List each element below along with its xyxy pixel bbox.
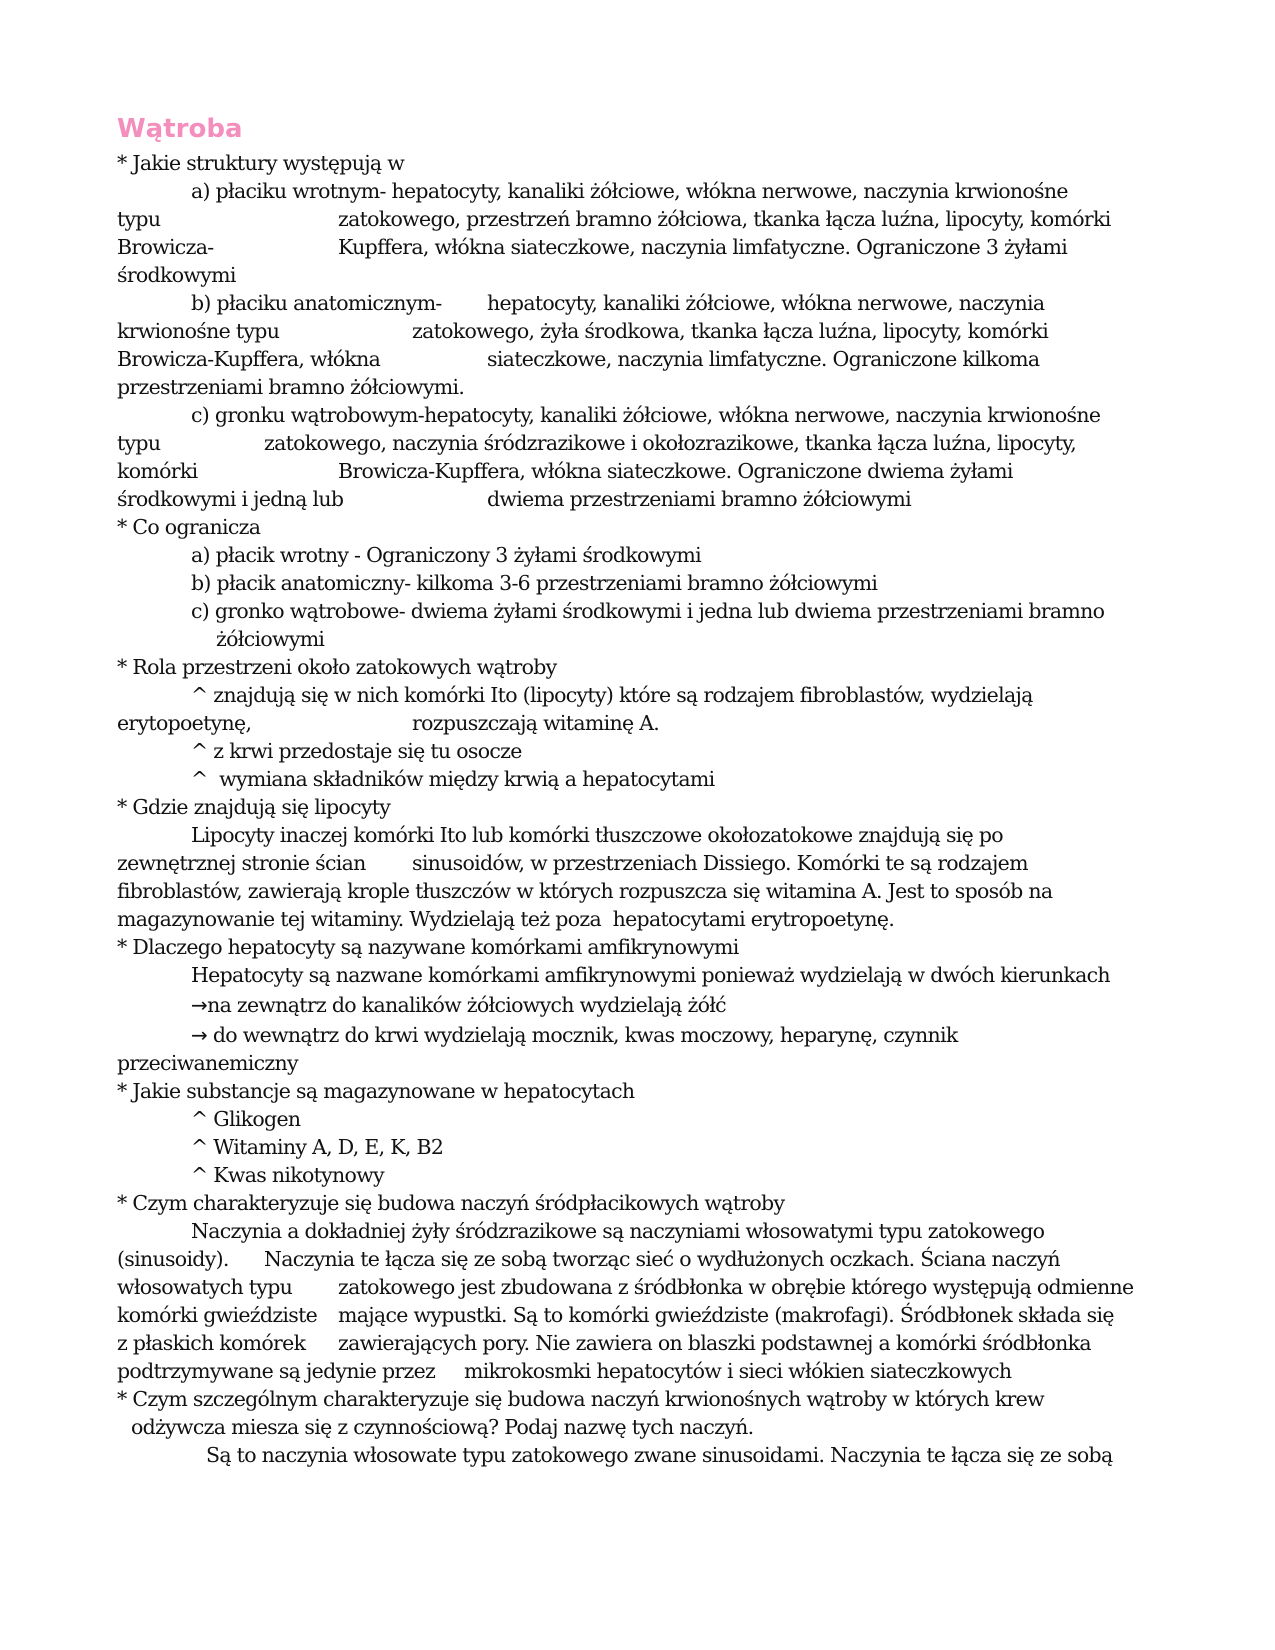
text-line <box>191 1105 300 1133</box>
text-line-content: siateczkowe, naczynia limfatyczne. Ograniczone kilkoma <box>487 347 1040 371</box>
text-line <box>206 1441 1112 1469</box>
text-line-content: b) płacik anatomiczny- kilkoma 3-6 przestrzeniami bramno żółciowymi <box>191 571 878 595</box>
text-line-content: Browicza-Kupffera, włókna <box>117 347 381 371</box>
text-line-content: * Rola przestrzeni około zatokowych wątroby <box>117 655 557 679</box>
text-line-content: ^ z krwi przedostaje się tu osocze <box>191 739 522 763</box>
text-line-content: Kupffera, włókna siateczkowe, naczynia limfatyczne. Ograniczone 3 żyłami <box>338 235 1068 259</box>
text-line <box>191 821 1003 849</box>
text-line-content: b) płaciku anatomicznym- <box>191 291 442 315</box>
text-line <box>117 1245 229 1273</box>
text-line-content: podtrzymywane są jedynie przez <box>117 1359 436 1383</box>
text-line <box>117 317 279 345</box>
text-line-content: Browicza- <box>117 235 214 259</box>
text-line <box>216 625 324 653</box>
text-line-content: dwiema przestrzeniami bramno żółciowymi <box>487 487 912 511</box>
text-line <box>117 513 260 541</box>
text-line-content: * Jakie substancje są magazynowane w hepatocytach <box>117 1079 635 1103</box>
text-line <box>117 1385 1044 1413</box>
text-line <box>191 765 714 793</box>
text-line-content: Naczynia a dokładniej żyły śródzrazikowe są naczyniami włosowatymi typu zatokowego <box>191 1219 1045 1243</box>
text-line-content: ^ Glikogen <box>191 1107 301 1131</box>
text-line <box>117 849 366 877</box>
text-line-content: przestrzeniami bramno żółciowymi. <box>117 375 465 399</box>
text-line-content: c) gronko wątrobowe- dwiema żyłami środkowymi i jedna lub dwiema przestrzeniami bramno <box>191 599 1105 623</box>
text-line-content: środkowymi <box>117 263 236 287</box>
text-line <box>191 597 1104 625</box>
text-line <box>191 569 877 597</box>
text-line <box>338 1273 1133 1301</box>
text-line-content: * Jakie struktury występują w <box>117 151 405 175</box>
text-line-content: zawierających pory. Nie zawiera on blaszki podstawnej a komórki śródbłonka <box>338 1331 1091 1355</box>
text-line-content: zewnętrznej stronie ścian <box>117 851 366 875</box>
text-line <box>264 429 1076 457</box>
text-line-content: przeciwanemiczny <box>117 1051 298 1075</box>
text-line <box>191 681 1033 709</box>
text-line <box>191 1021 958 1049</box>
text-line-content: ^ znajdują się w nich komórki Ito (lipocyty) które są rodzajem fibroblastów, wydzielają <box>191 683 1033 707</box>
text-line <box>191 401 1100 429</box>
text-line <box>191 541 701 569</box>
text-line <box>117 933 739 961</box>
text-line <box>191 1161 384 1189</box>
text-line-content: włosowatych typu <box>117 1275 293 1299</box>
text-line-content: * Dlaczego hepatocyty są nazywane komórkami amfikrynowymi <box>117 935 739 959</box>
page-title: Wątroba <box>117 114 243 144</box>
text-line-content: komórki gwieździste <box>117 1303 318 1327</box>
text-line-content: ^ wymiana składników między krwią a hepatocytami <box>191 767 715 791</box>
text-line <box>191 1217 1044 1245</box>
text-line-content: zatokowego, przestrzeń bramno żółciowa, tkanka łącza luźna, lipocyty, komórki <box>338 207 1111 231</box>
text-line-content: typu <box>117 207 161 231</box>
text-line-content: (sinusoidy). <box>117 1247 229 1271</box>
text-line-content: ^ Witaminy A, D, E, K, B2 <box>191 1135 444 1159</box>
text-line-content: środkowymi i jedną lub <box>117 487 344 511</box>
text-line <box>191 1133 443 1161</box>
text-line <box>131 1413 753 1441</box>
text-line-content: * Czym szczególnym charakteryzuje się budowa naczyń krwionośnych wątroby w których krew <box>117 1387 1044 1411</box>
text-line-content: a) płacik wrotny - Ograniczony 3 żyłami środkowymi <box>191 543 702 567</box>
text-line-content: Są to naczynia włosowate typu zatokowego zwane sinusoidami. Naczynia te łącza się ze sobą <box>206 1443 1113 1467</box>
text-line <box>117 373 464 401</box>
text-line <box>117 1273 292 1301</box>
text-line <box>264 1245 1060 1273</box>
text-line-content: żółciowymi <box>216 627 325 651</box>
text-line-content: erytopoetynę, <box>117 711 252 735</box>
text-line <box>117 457 197 485</box>
text-line <box>117 233 213 261</box>
text-line-content: * Gdzie znajdują się lipocyty <box>117 795 391 819</box>
text-line <box>191 289 442 317</box>
text-line <box>117 205 160 233</box>
text-line <box>117 1189 784 1217</box>
text-line <box>191 177 1068 205</box>
text-line <box>487 289 1044 317</box>
text-line-content: mające wypustki. Są to komórki gwieździste (makrofagi). Śródbłonek składa się <box>338 1303 1114 1327</box>
arrow-right-icon: → <box>191 1023 208 1047</box>
text-line-content: odżywcza miesza się z czynnościową? Podaj nazwę tych naczyń. <box>131 1415 754 1439</box>
text-line-content: zatokowego jest zbudowana z śródbłonka w obrębie którego występują odmienne <box>338 1275 1134 1299</box>
text-line <box>412 709 659 737</box>
text-line-content: mikrokosmki hepatocytów i sieci włókien siateczkowych <box>464 1359 1012 1383</box>
text-line <box>117 709 251 737</box>
text-line-content: hepatocyty, kanaliki żółciowe, włókna nerwowe, naczynia <box>487 291 1045 315</box>
text-line-content: sinusoidów, w przestrzeniach Dissiego. Komórki te są rodzajem <box>412 851 1028 875</box>
text-line <box>191 961 1110 989</box>
text-line <box>117 1049 298 1077</box>
text-line-content: c) gronku wątrobowym-hepatocyty, kanaliki żółciowe, włókna nerwowe, naczynia krwionośne <box>191 403 1101 427</box>
text-line <box>117 345 380 373</box>
text-line <box>117 1357 435 1385</box>
text-line-content: Naczynia te łącza się ze sobą tworząc sieć o wydłużonych oczkach. Ściana naczyń <box>264 1247 1060 1271</box>
text-line <box>117 793 390 821</box>
text-line <box>338 1329 1091 1357</box>
text-line-content: Hepatocyty są nazwane komórkami amfikrynowymi ponieważ wydzielają w dwóch kierunkach <box>191 963 1110 987</box>
text-line <box>117 429 160 457</box>
text-line <box>338 457 1013 485</box>
text-line-content: zatokowego, naczynia śródzrazikowe i okołozrazikowe, tkanka łącza luźna, lipocyty, <box>264 431 1077 455</box>
text-line <box>191 991 726 1019</box>
text-line-content: krwionośne typu <box>117 319 280 343</box>
text-line-content: ^ Kwas nikotynowy <box>191 1163 384 1187</box>
text-line-content: Lipocyty inaczej komórki Ito lub komórki tłuszczowe okołozatokowe znajdują się po <box>191 823 1003 847</box>
text-line-content: komórki <box>117 459 198 483</box>
text-line-content: do wewnątrz do krwi wydzielają mocznik, kwas moczowy, heparynę, czynnik <box>207 1023 958 1047</box>
text-line <box>412 317 1048 345</box>
text-line <box>117 149 404 177</box>
text-line-content: fibroblastów, zawierają krople tłuszczów w których rozpuszcza się witamina A. Jest to sposób na <box>117 879 1053 903</box>
text-line-content: * Co ogranicza <box>117 515 261 539</box>
text-line <box>117 1077 634 1105</box>
text-line <box>487 485 911 513</box>
text-line <box>117 261 236 289</box>
text-line-content: Browicza-Kupffera, włókna siateczkowe. Ograniczone dwiema żyłami <box>338 459 1013 483</box>
text-line <box>487 345 1039 373</box>
text-line <box>338 233 1067 261</box>
text-line <box>117 1301 317 1329</box>
text-line-content: na zewnątrz do kanalików żółciowych wydzielają żółć <box>207 993 726 1017</box>
text-line-content: magazynowanie tej witaminy. Wydzielają też poza hepatocytami erytropoetynę. <box>117 907 895 931</box>
arrow-right-icon: → <box>191 993 208 1017</box>
text-line <box>338 1301 1114 1329</box>
text-line <box>117 485 343 513</box>
text-line-content: * Czym charakteryzuje się budowa naczyń śródpłacikowych wątroby <box>117 1191 785 1215</box>
text-line <box>117 905 894 933</box>
text-line-content: rozpuszczają witaminę A. <box>412 711 660 735</box>
text-line-content: zatokowego, żyła środkowa, tkanka łącza luźna, lipocyty, komórki <box>412 319 1049 343</box>
text-line <box>117 877 1052 905</box>
text-line <box>117 1329 305 1357</box>
text-line <box>191 737 522 765</box>
text-line <box>412 849 1028 877</box>
text-line <box>464 1357 1011 1385</box>
text-line <box>338 205 1111 233</box>
text-line-content: typu <box>117 431 161 455</box>
text-line-content: z płaskich komórek <box>117 1331 306 1355</box>
text-line-content: a) płaciku wrotnym- hepatocyty, kanaliki żółciowe, włókna nerwowe, naczynia krwionośne <box>191 179 1068 203</box>
text-line <box>117 653 557 681</box>
